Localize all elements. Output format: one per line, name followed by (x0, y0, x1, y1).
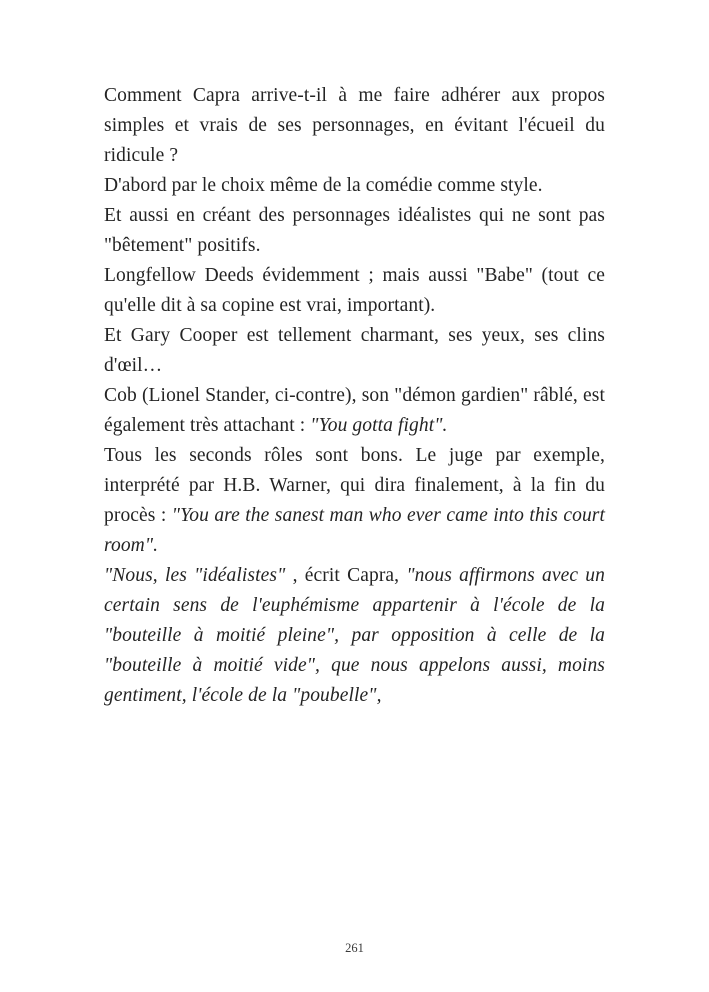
paragraph-4 (104, 261, 605, 321)
text-run-italic: "nous affirmons avec un certain sens de l'euphémisme appartenir à l'école de la "bouteille à moitié pleine", par opposition à celle de la "bouteille à moitié vide", que nous appelons aussi, moins gentiment, l'école de la "poubelle", (104, 565, 605, 706)
text-block (104, 81, 605, 711)
text-run: , écrit Capra, (285, 565, 407, 586)
text-run: Tous les seconds rôles sont bons. Le juge par exemple, interprété par H.B. Warner, qui dira finalement, à la fin du procès : (104, 445, 605, 526)
paragraph-1 (104, 81, 605, 171)
paragraph-2 (104, 171, 605, 201)
text-run-italic: "You are the sanest man who ever came into this court room". (104, 505, 606, 556)
paragraph-8 (104, 561, 605, 711)
paragraph-6 (104, 381, 605, 441)
text-run: Comment Capra arrive-t-il à me faire adhérer aux propos simples et vrais de ses personnages, en évitant l'écueil du ridicule ? (104, 85, 605, 166)
page-number: 261 (345, 941, 364, 955)
paragraph-7 (104, 441, 605, 561)
text-run-italic: "Nous, les "idéalistes" (104, 565, 286, 586)
text-run: Longfellow Deeds évidemment ; mais aussi "Babe" (tout ce qu'elle dit à sa copine est vrai, important). (104, 265, 605, 316)
paragraph-3 (104, 201, 605, 261)
text-run: D'abord par le choix même de la comédie comme style. (104, 175, 543, 196)
text-run: Cob (Lionel Stander, ci-contre), son "démon gardien" râblé, est également très attachant : (104, 385, 605, 436)
paragraph-5 (104, 321, 605, 381)
text-run-italic: "You gotta fight". (310, 415, 448, 436)
text-run: Et Gary Cooper est tellement charmant, ses yeux, ses clins d'œil… (104, 325, 605, 376)
text-run: Et aussi en créant des personnages idéalistes qui ne sont pas "bêtement" positifs. (104, 205, 605, 256)
